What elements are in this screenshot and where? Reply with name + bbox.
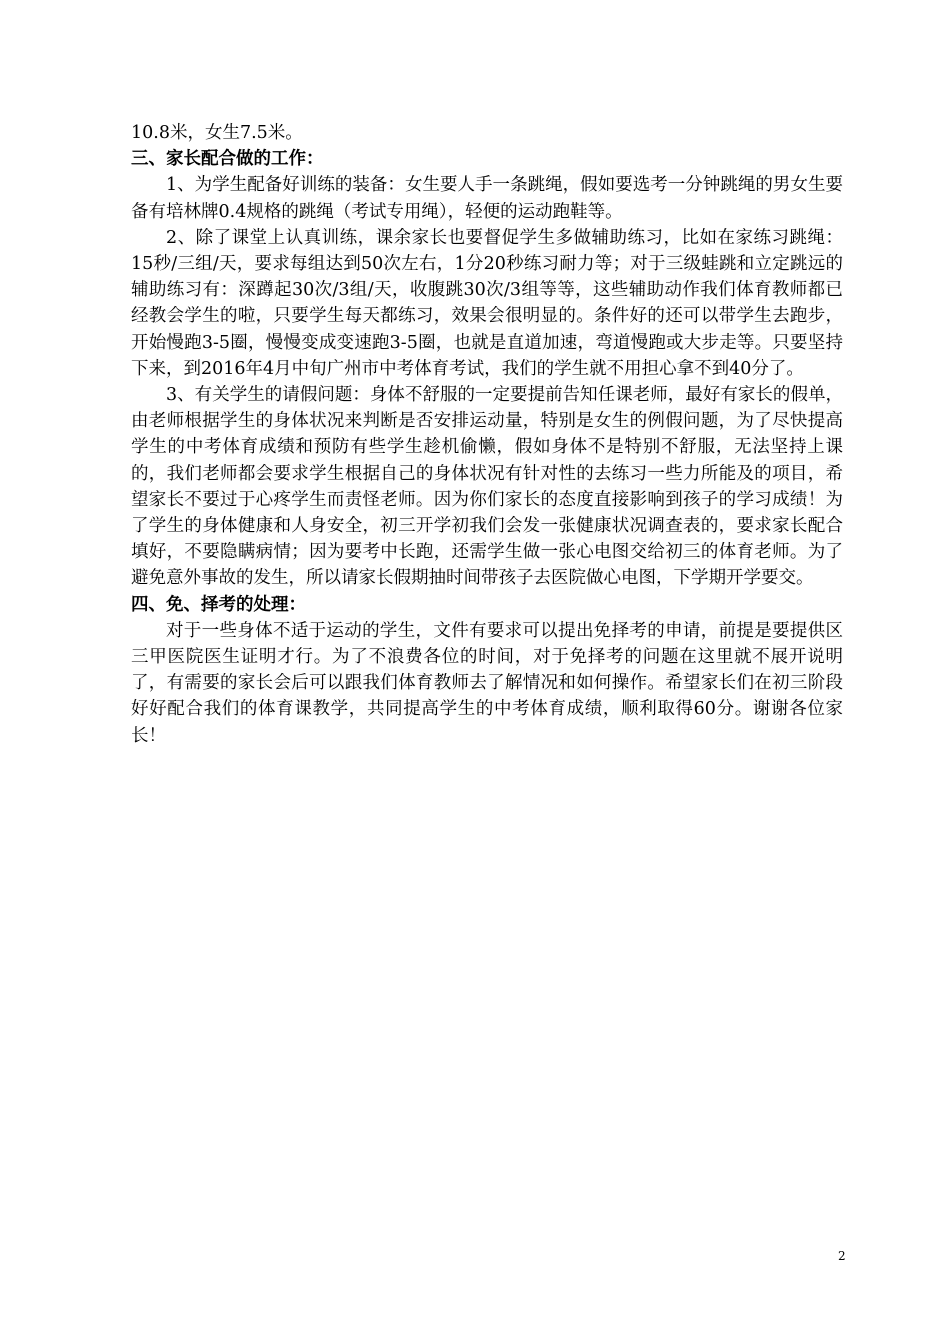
section-4-heading: 四、免、择考的处理： — [131, 594, 306, 615]
section-3-paragraph-2: 2、除了课堂上认真训练，课余家长也要督促学生多做辅助练习，比如在家练习跳绳：15秒/三组/天，要求每组达到50次左右，1分20秒练习耐力等；对于三级蛙跳和立定跳远的辅助练习有：深蹲起30次/3组/天，收腹跳30次/3组等等，这些辅助动作我们体育教师都已经教会学生的啦，只要学生每天都练习，效果会很明显的。条件好的还可以带学生去跑步，开始慢跑3-5圈，慢慢变成变速跑3-5圈，也就是直道加速，弯道慢跑或大步走等。只要坚持下来，到2016年4月中旬广州市中考体育考试，我们的学生就不用担心拿不到40分了。 — [131, 227, 843, 379]
page-number: 2 — [838, 1249, 846, 1263]
section-3-paragraph-3: 3、有关学生的请假问题：身体不舒服的一定要提前告知任课老师，最好有家长的假单，由老师根据学生的身体状况来判断是否安排运动量，特别是女生的例假问题，为了尽快提高学生的中考体育成绩和预防有些学生趁机偷懒，假如身体不是特别不舒服，无法坚持上课的，我们老师都会要求学生根据自己的身体状况有针对性的去练习一些力所能及的项目，希望家长不要过于心疼学生而责怪老师。因为你们家长的态度直接影响到孩子的学习成绩！为了学生的身体健康和人身安全，初三开学初我们会发一张健康状况调查表的，要求家长配合填好，不要隐瞒病情；因为要考中长跑，还需学生做一张心电图交给初三的体育老师。为了避免意外事故的发生，所以请家长假期抽时间带孩子去医院做心电图，下学期开学要交。 — [131, 385, 843, 589]
continued-text-line: 10.8米，女生7.5米。 — [131, 123, 303, 143]
section-4-paragraph-1: 对于一些身体不适于运动的学生，文件有要求可以提出免择考的申请，前提是要提供区三甲医院医生证明才行。为了不浪费各位的时间，对于免择考的问题在这里就不展开说明了，有需要的家长会后可以跟我们体育教师去了解情况和如何操作。希望家长们在初三阶段好好配合我们的体育课教学，共同提高学生的中考体育成绩，顺利取得60分。谢谢各位家长！ — [131, 620, 843, 746]
section-3-heading: 三、家长配合做的工作： — [131, 149, 324, 170]
section-3-paragraph-1: 1、为学生配备好训练的装备：女生要人手一条跳绳，假如要选考一分钟跳绳的男女生要备有培林牌0.4规格的跳绳（考试专用绳），轻便的运动跑鞋等。 — [131, 175, 843, 222]
document-body — [131, 120, 843, 749]
